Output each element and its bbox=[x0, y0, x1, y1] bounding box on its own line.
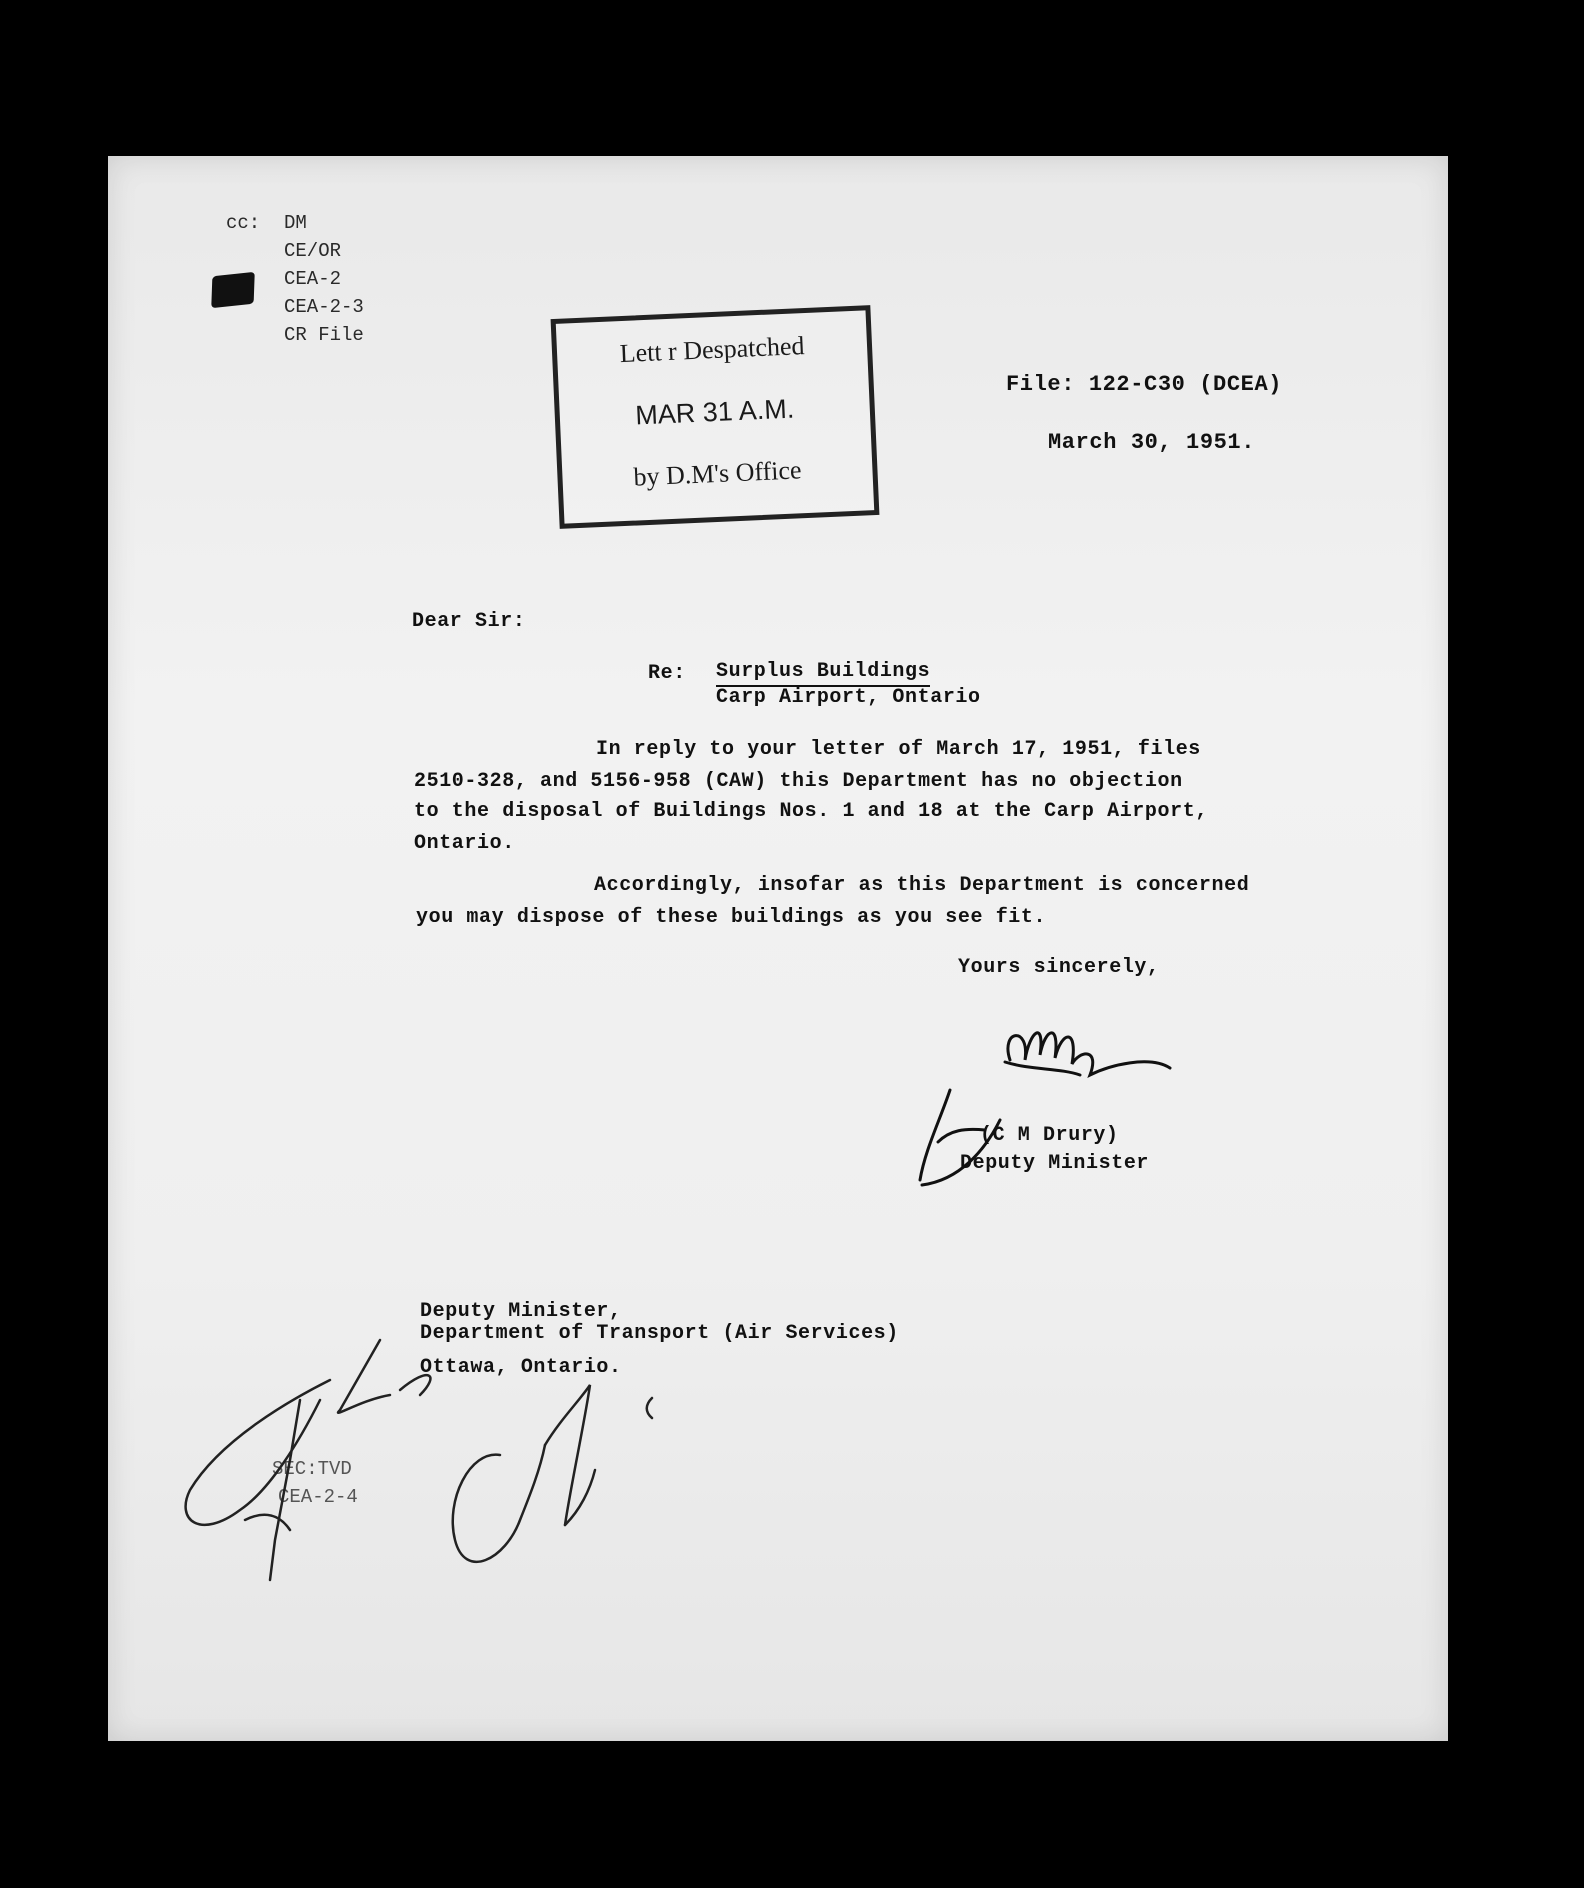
reference-initials: SEC:TVD bbox=[272, 1458, 352, 1480]
stamp-line-1: Lett r Despatched bbox=[619, 331, 806, 369]
subject-line-1: Surplus Buildings bbox=[716, 660, 930, 687]
reference-file: CEA-2-4 bbox=[278, 1486, 358, 1508]
signatory-name: (C M Drury) bbox=[980, 1124, 1119, 1147]
initials-lower-middle bbox=[453, 1385, 652, 1562]
cc-recipient: CEA-2-3 bbox=[284, 296, 364, 318]
letter-date: March 30, 1951. bbox=[1048, 430, 1256, 455]
cc-label: cc: bbox=[226, 212, 261, 234]
drury-signature bbox=[920, 1033, 1170, 1185]
paragraph-2-line: Accordingly, insofar as this Department is concerned bbox=[594, 874, 1250, 897]
paragraph-1-line: 2510-328, and 5156-958 (CAW) this Department has no objection bbox=[414, 770, 1183, 793]
initials-lower-left bbox=[186, 1340, 431, 1580]
salutation: Dear Sir: bbox=[412, 610, 526, 633]
addressee-line: Deputy Minister, bbox=[420, 1300, 622, 1323]
addressee-line: Department of Transport (Air Services) bbox=[420, 1322, 899, 1345]
paragraph-1-line: Ontario. bbox=[414, 832, 515, 855]
cc-recipient: CR File bbox=[284, 324, 364, 346]
paragraph-1-line: In reply to your letter of March 17, 1951, files bbox=[596, 738, 1201, 761]
signatory-title: Deputy Minister bbox=[960, 1152, 1150, 1175]
stamp-line-2: MAR 31 A.M. bbox=[634, 393, 795, 431]
cc-recipient: CEA-2 bbox=[284, 268, 342, 290]
closing: Yours sincerely, bbox=[958, 956, 1160, 979]
paragraph-2-line: you may dispose of these buildings as you see fit. bbox=[416, 906, 1047, 929]
cc-recipient: CE/OR bbox=[284, 240, 342, 262]
cc-recipient: DM bbox=[284, 212, 307, 234]
subject-line-2: Carp Airport, Ontario bbox=[716, 686, 981, 709]
addressee-line: Ottawa, Ontario. bbox=[420, 1356, 622, 1379]
stamp-line-3: by D.M's Office bbox=[632, 455, 803, 492]
subject-prefix: Re: bbox=[648, 662, 686, 685]
paragraph-1-line: to the disposal of Buildings Nos. 1 and 18 at the Carp Airport, bbox=[414, 800, 1208, 823]
file-number: File: 122-C30 (DCEA) bbox=[1006, 372, 1283, 397]
